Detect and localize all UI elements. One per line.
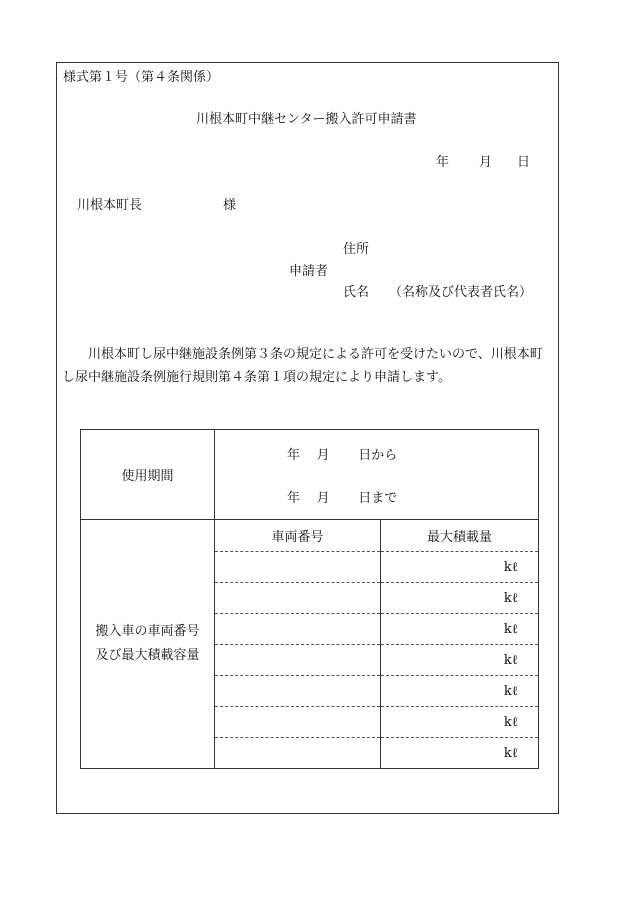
vehicle-label-cell — [81, 520, 215, 769]
period-from-month: 月 — [316, 447, 330, 463]
col-vehicle-no: 車両番号 — [215, 520, 381, 552]
period-to-month: 月 — [316, 490, 330, 506]
period-to-day: 日まで — [358, 490, 398, 506]
unit-kl: kℓ — [503, 746, 518, 761]
max-load-cell[interactable] — [381, 645, 539, 676]
period-label-cell — [81, 430, 215, 520]
applicant-address-label: 住所 — [343, 242, 370, 257]
form-title: 川根本町中継センター搬入許可申請書 — [196, 112, 417, 127]
period-from — [215, 444, 538, 463]
vehicle-no-cell[interactable] — [215, 676, 381, 707]
max-load-cell[interactable] — [381, 676, 539, 707]
recipient-name: 川根本町長 — [77, 198, 143, 213]
max-load-cell[interactable] — [381, 583, 539, 614]
vehicle-no-cell[interactable] — [215, 645, 381, 676]
period-to — [215, 487, 538, 506]
unit-kl: kℓ — [503, 591, 518, 606]
period-from-day: 日から — [358, 447, 398, 463]
max-load-cell[interactable] — [381, 707, 539, 738]
col-max-load: 最大積載量 — [381, 520, 539, 552]
date-month: 月 — [479, 155, 493, 170]
application-table — [80, 429, 539, 769]
recipient-honorific: 様 — [223, 198, 237, 213]
vehicle-header-row — [81, 520, 539, 552]
body-paragraph — [62, 343, 554, 389]
applicant-name-note: （名称及び代表者氏名） — [389, 285, 533, 300]
period-row — [81, 430, 539, 520]
max-load-cell[interactable] — [381, 738, 539, 769]
form-code: 様式第１号（第４条関係） — [63, 70, 220, 85]
vehicle-no-cell[interactable] — [215, 583, 381, 614]
unit-kl: kℓ — [503, 684, 518, 699]
date-year: 年 — [436, 155, 450, 170]
unit-kl: kℓ — [503, 560, 518, 575]
vehicle-no-cell[interactable] — [215, 738, 381, 769]
unit-kl: kℓ — [503, 715, 518, 730]
period-from-year: 年 — [287, 447, 301, 463]
max-load-cell[interactable] — [381, 552, 539, 583]
period-label: 使用期間 — [121, 469, 174, 484]
max-load-cell[interactable] — [381, 614, 539, 645]
vehicle-label-line2: 及び最大積載容量 — [95, 648, 200, 663]
unit-kl: kℓ — [503, 622, 518, 637]
body-line-1: 川根本町し尿中継施設条例第３条の規定による許可を受けたいので、川根本町 — [88, 347, 543, 362]
period-value-cell — [215, 430, 539, 520]
applicant-label: 申請者 — [289, 264, 329, 279]
body-line-2: し尿中継施設条例施行規則第４条第１項の規定により申請します。 — [62, 370, 451, 385]
vehicle-no-cell[interactable] — [215, 707, 381, 738]
vehicle-label-line1: 搬入車の車両番号 — [95, 624, 200, 639]
applicant-name-label: 氏名 — [343, 285, 370, 300]
vehicle-no-cell[interactable] — [215, 552, 381, 583]
date-day: 日 — [517, 155, 531, 170]
period-to-year: 年 — [287, 490, 301, 506]
vehicle-no-cell[interactable] — [215, 614, 381, 645]
unit-kl: kℓ — [503, 653, 518, 668]
